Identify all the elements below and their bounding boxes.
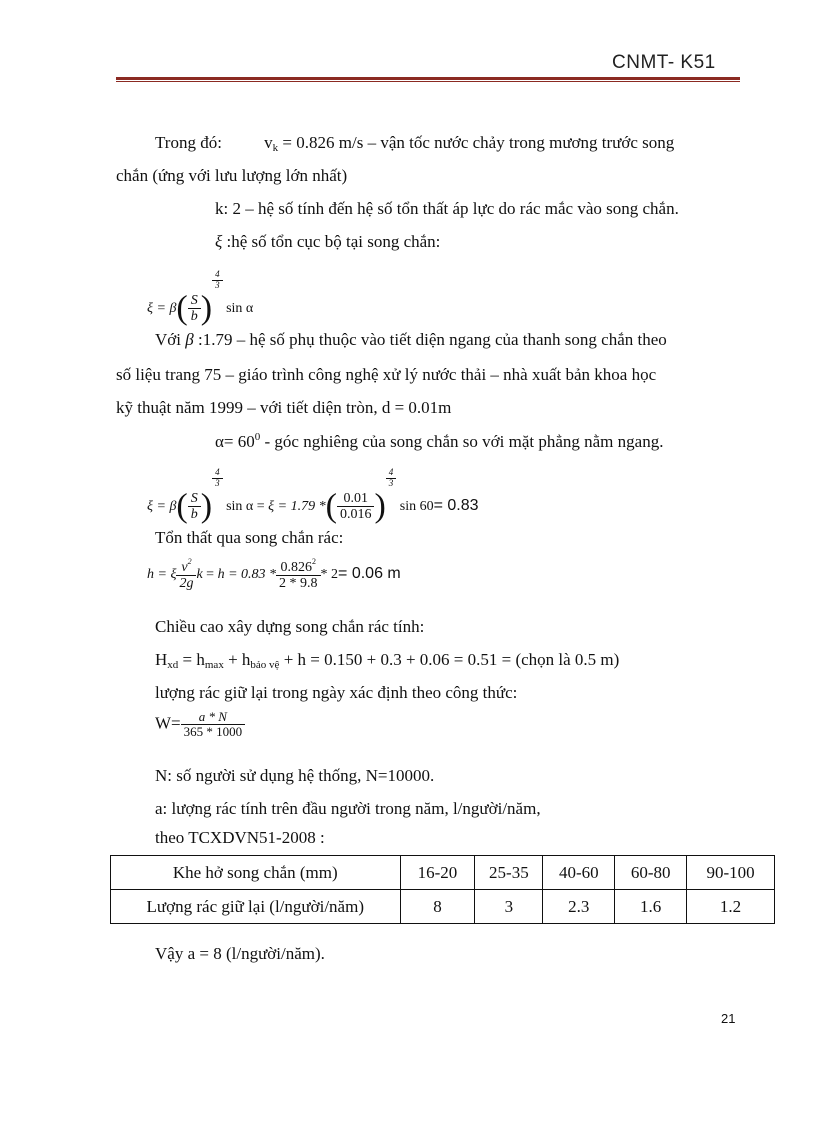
- table-cell: 3: [475, 890, 543, 924]
- running-header: CNMT- K51: [612, 52, 716, 73]
- alpha-degree: 0: [254, 431, 261, 443]
- formula-h: [147, 558, 401, 592]
- n-line: N: số người sử dụng hệ thống, N=10000.: [155, 766, 435, 785]
- f4-lhs: W=: [155, 713, 181, 733]
- table-cell: 2.3: [543, 890, 615, 924]
- fraction-den: b: [190, 309, 198, 325]
- velocity-symbol: v: [264, 133, 273, 152]
- table-row: [111, 856, 775, 890]
- f2-den2: 0.016: [339, 507, 372, 523]
- f3-fraction-2: [276, 558, 321, 592]
- f3-num2-sup: 2: [312, 557, 317, 566]
- beta-description: :1.79 – hệ số phụ thuộc vào tiết diện ngang của thanh song chắn theo: [193, 330, 667, 349]
- intro-line-4: [215, 232, 440, 252]
- table-cell: 8: [400, 890, 475, 924]
- table-cell: 60-80: [615, 856, 687, 890]
- f3-result: = 0.06 m: [338, 565, 401, 583]
- xi-description: :hệ số tổn cục bộ tại song chắn:: [222, 232, 441, 251]
- intro-line-2: chắn (ứng với lưu lượng lớn nhất): [116, 166, 348, 185]
- f3-k: k: [196, 567, 203, 583]
- f3-times-k: * 2: [320, 567, 339, 583]
- f4-fraction: [181, 710, 246, 740]
- hbaove: + h: [223, 650, 251, 669]
- f3-num2-wrap: [276, 558, 321, 576]
- f2-exponent-2: [386, 468, 397, 489]
- intro-line-1: [155, 133, 674, 155]
- formula-xi: ξ = β( $\frac{S}{b}$ ) $\frac{4}{3}$ sin α: [147, 269, 254, 327]
- f2-den: b: [190, 507, 198, 523]
- height-result: + h = 0.150 + 0.3 + 0.06 = 0.51 = (chọn là 0.5 m): [279, 650, 620, 669]
- formula-xi-sin: sin α: [226, 300, 254, 316]
- beta-line-1: [155, 330, 667, 350]
- f2-sin60: sin 60: [399, 498, 434, 514]
- f2-fraction: [188, 491, 201, 523]
- hxd: H: [155, 650, 168, 669]
- alpha-description: - góc nghiêng của song chắn so với mặt phẳng nằm ngang.: [260, 432, 664, 451]
- height-formula: [155, 650, 619, 672]
- formula-xi-exponent: [212, 270, 223, 291]
- label-trong-do: Trong đó:: [155, 133, 222, 152]
- f2-lhs: ξ = β: [147, 498, 177, 514]
- table-cell: 16-20: [400, 856, 475, 890]
- exp-den: 3: [215, 279, 220, 290]
- a-line: a: lượng rác tính trên đầu người trong năm, l/người/năm,: [155, 799, 541, 818]
- height-title: Chiều cao xây dựng song chắn rác tính:: [155, 617, 425, 636]
- standard-line: theo TCXDVN51-2008 :: [155, 828, 325, 847]
- f3-den2: 2 * 9.8: [279, 576, 318, 592]
- formula-xi-computed: ξ = β( $\frac{S}{b}$ ) $\frac{4}{3}$ sin α = ξ = 1.79 *( $\frac{0.01}{0.016}$ ) $\frac{4}{3}$ sin 60= 0.83: [147, 467, 479, 525]
- beta-line-3: kỹ thuật năm 1999 – với tiết diện tròn, d = 0.01m: [116, 398, 452, 417]
- table-row: [111, 890, 775, 924]
- f3-lhs: h = ξ: [147, 567, 177, 583]
- conclusion: Vậy a = 8 (l/người/năm).: [155, 944, 325, 963]
- formula-xi-lhs: ξ = β: [147, 300, 177, 316]
- table-cell: 40-60: [543, 856, 615, 890]
- f2-exp-num: 4: [212, 468, 223, 479]
- f4-den: 365 * 1000: [183, 724, 243, 740]
- f3-eq: =: [206, 567, 215, 583]
- f3-rhs: h = 0.83 *: [217, 567, 277, 583]
- alpha-line: [215, 431, 663, 452]
- table-cell: 1.6: [615, 890, 687, 924]
- table-cell: 90-100: [687, 856, 775, 890]
- hmax: = h: [178, 650, 205, 669]
- trash-table: [110, 855, 775, 924]
- f3-fraction: [176, 558, 196, 592]
- hmax-sub: max: [204, 659, 224, 671]
- table-cell: Lượng rác giữ lại (l/người/năm): [111, 890, 401, 924]
- header-rule: [116, 77, 740, 80]
- fraction-num: S: [188, 293, 201, 309]
- f2-exponent: [212, 468, 223, 489]
- table-cell: Khe hở song chắn (mm): [111, 856, 401, 890]
- f2-num: S: [188, 491, 201, 507]
- f3-den: 2g: [179, 576, 194, 592]
- f2-fraction-2: [337, 491, 375, 523]
- f2-exp-den: 3: [215, 477, 220, 488]
- formula-xi-fraction: [188, 293, 201, 325]
- table-cell: 25-35: [475, 856, 543, 890]
- f2-rhs: ξ = 1.79 *: [268, 498, 326, 514]
- f3-num: v: [181, 560, 188, 575]
- trash-title: lượng rác giữ lại trong ngày xác định theo công thức:: [155, 683, 518, 702]
- beta-line-2: số liệu trang 75 – giáo trình công nghệ xử lý nước thải – nhà xuất bản khoa học: [116, 365, 657, 384]
- f2-mid: sin α =: [226, 498, 265, 514]
- f2-exp2-num: 4: [386, 468, 397, 479]
- f2-exp2-den: 3: [388, 477, 394, 488]
- velocity-text: = 0.826 m/s – vận tốc nước chảy trong mương trước song: [278, 133, 675, 152]
- exp-num: 4: [212, 270, 223, 281]
- f4-num: a * N: [181, 710, 246, 725]
- velocity-subscript: k: [272, 142, 279, 154]
- alpha-value: α= 60: [215, 432, 255, 451]
- beta-symbol: β: [185, 330, 194, 349]
- f3-num-wrap: [176, 558, 196, 576]
- f3-num-sup: 2: [187, 557, 192, 566]
- f3-num2: 0.826: [280, 560, 313, 575]
- loss-title: Tổn thất qua song chắn rác:: [155, 528, 344, 547]
- hxd-sub: xd: [167, 659, 179, 671]
- hbaove-sub: bảo vệ: [250, 659, 280, 671]
- xi-symbol: ξ: [215, 232, 223, 251]
- formula-w: [155, 710, 245, 740]
- table-cell: 1.2: [687, 890, 775, 924]
- f2-result: = 0.83: [433, 496, 479, 514]
- label-voi: Với: [155, 330, 181, 349]
- header-rule-thin: [116, 81, 740, 82]
- page-number: 21: [721, 1011, 736, 1026]
- f2-num2: 0.01: [337, 491, 375, 507]
- intro-line-3: k: 2 – hệ số tính đến hệ số tổn thất áp lực do rác mắc vào song chắn.: [215, 199, 679, 218]
